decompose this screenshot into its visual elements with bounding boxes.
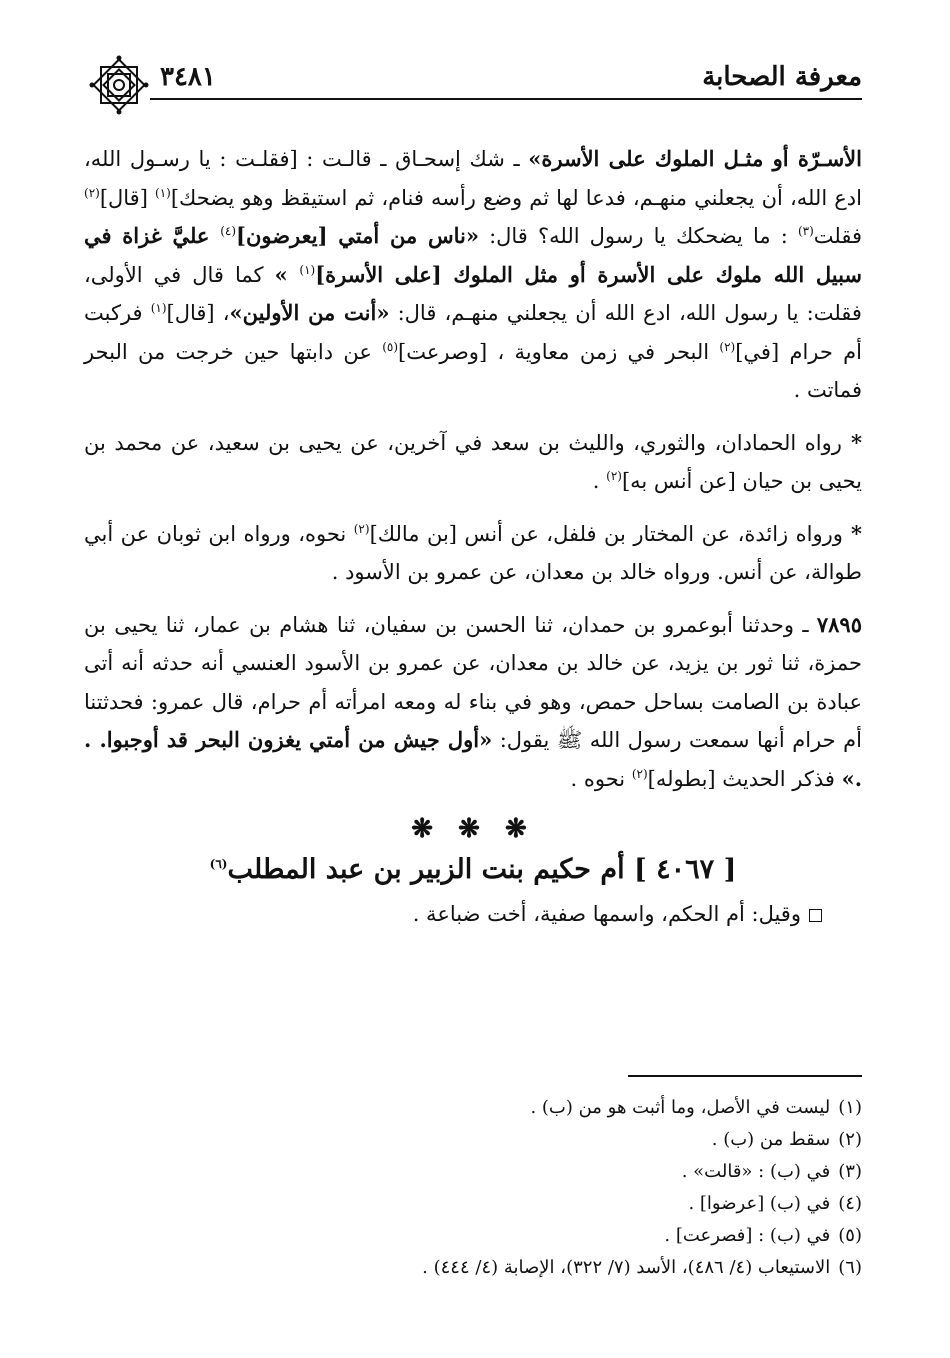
footnote-number: (٥) bbox=[838, 1225, 862, 1246]
hadith-text: «أنت من الأولين» bbox=[229, 300, 390, 325]
entry-subtitle-text: وقيل: أم الحكم، واسمها صفية، أخت ضباعة . bbox=[412, 902, 801, 926]
text-segment: نحوه . bbox=[570, 766, 632, 791]
section-separator: ❋ ❋ ❋ bbox=[411, 814, 535, 844]
footnote-text: الاستيعاب (٤/ ٤٨٦)، الأسد (٧/ ٣٢٢)، الإصابة (٤/ ٤٤٤) . bbox=[422, 1257, 831, 1278]
footnote-ref: (٥) bbox=[382, 339, 399, 354]
text-segment: . bbox=[592, 469, 607, 493]
hadith-text: » bbox=[274, 261, 300, 287]
entry-heading-text: [ ٤٠٦٧ ] أم حكيم بنت الزبير بن عبد المطلب bbox=[227, 854, 737, 885]
hadith-text: عليَّ غزاة في سبيل الله ملوك على الأسرة أو مثل الملوك [على الأسرة] bbox=[84, 223, 863, 287]
footnote-item bbox=[84, 1188, 862, 1220]
footnote-ref: (٢) bbox=[631, 766, 648, 781]
text-segment: نحوه، ورواه ابن ثوبان عن أبي طوالة، عن أنس. ورواه خالد بن معدان، عن عمرو بن الأسود . bbox=[84, 521, 862, 584]
entry-heading bbox=[84, 854, 862, 885]
footnote-ref: (٣) bbox=[797, 224, 814, 238]
text-segment: فقلت bbox=[813, 224, 862, 248]
text-segment: كما قال في الأولى، فقلت: يا رسول الله، ادع الله أن يجعلني منهـم، قال: bbox=[84, 262, 862, 325]
paragraph-star-marker: * bbox=[841, 429, 863, 455]
footnote-number: (١) bbox=[838, 1097, 862, 1118]
footnote-ref: (٢) bbox=[353, 521, 370, 536]
entry-heading-footnote-ref: (٦) bbox=[209, 857, 228, 871]
main-text bbox=[84, 140, 862, 933]
hadith-text: ٧٨٩٥ bbox=[816, 611, 862, 637]
text-segment: البحر في زمن معاوية ، [وصرعت] bbox=[398, 339, 720, 364]
square-bullet-icon bbox=[809, 909, 822, 922]
footnote-item bbox=[84, 1220, 862, 1252]
text-segment: : ما يضحكك يا رسول الله؟ قال: bbox=[478, 224, 798, 248]
text-segment: ، [قال] bbox=[166, 301, 230, 325]
footnote-ref: (٢) bbox=[606, 469, 622, 483]
footnote-number: (٣) bbox=[838, 1161, 862, 1182]
footnotes bbox=[84, 1092, 862, 1284]
footnote-item bbox=[84, 1124, 862, 1156]
footnote-ref: (٢) bbox=[84, 185, 100, 200]
entry-subtitle bbox=[84, 895, 862, 933]
page-header bbox=[88, 56, 862, 106]
paragraphs bbox=[84, 140, 862, 798]
footnote-text: ليست في الأصل، وما أثبت هو من (ب) . bbox=[530, 1097, 831, 1118]
paragraph bbox=[84, 424, 862, 501]
header-rule bbox=[150, 98, 862, 100]
footnote-ref: (١) bbox=[299, 262, 316, 277]
footnote-text: سقط من (ب) . bbox=[711, 1129, 831, 1150]
footnote-text: في (ب) : «قالت» . bbox=[681, 1161, 831, 1182]
footnote-item bbox=[84, 1252, 862, 1284]
text-segment: ورواه زائدة، عن المختار بن فلفل، عن أنس [بن مالك] bbox=[369, 521, 843, 546]
page-number: ٣٤٨١ bbox=[160, 62, 216, 92]
footnote-item bbox=[84, 1092, 862, 1124]
footnote-number: (٤) bbox=[838, 1193, 862, 1214]
octagonal-star-ornament-icon bbox=[88, 54, 150, 116]
footnote-ref: (١) bbox=[155, 185, 171, 200]
footnote-ref: (٤) bbox=[220, 224, 237, 238]
text-segment: فذكر الحديث [بطوله] bbox=[647, 766, 842, 791]
footnote-text: في (ب) : [فصرعت] . bbox=[664, 1225, 831, 1246]
text-segment: عن دابتها حين خرجت من البحر فماتت . bbox=[84, 339, 862, 402]
footnote-ref: (١) bbox=[150, 301, 167, 315]
paragraph bbox=[84, 606, 862, 799]
running-title: معرفة الصحابة bbox=[702, 62, 862, 92]
footnote-number: (٦) bbox=[838, 1257, 862, 1278]
paragraph-star-marker: * bbox=[842, 520, 862, 546]
hadith-text: «ناس من أمتي [يعرضون] bbox=[236, 223, 479, 248]
footnote-number: (٢) bbox=[838, 1129, 862, 1150]
footnote-item bbox=[84, 1156, 862, 1188]
paragraph bbox=[84, 140, 862, 410]
paragraph bbox=[84, 515, 862, 592]
text-segment: [قال] bbox=[99, 185, 156, 210]
hadith-text: «أول جيش من أمتي يغزون البحر قد أوجبوا. . .» bbox=[84, 727, 862, 791]
text-segment: ـ وحدثنا أبوعمرو بن حمدان، ثنا الحسن بن سفيان، ثنا هشام بن عمار، ثنا يحيى بن حمزة، ثنا ثور بن يزيد، عن خالد بن معدان، عن عمرو بن الأسود العنسي أنه حدثه أنه أتى عبادة بن الصامت بساحل حمص، وهو في بناء له ومعه امرأته أم حرام، قال عمرو: فحدثتنا أم حرام أنها سمعت رسول الله ﷺ يقول: bbox=[84, 612, 862, 752]
text-segment: رواه الحمادان، والثوري، والليث بن سعد في آخرين، عن يحيى بن سعيد، عن محمد بن يحيى بن حيان [عن أنس به] bbox=[84, 430, 862, 493]
text-segment: فركبت أم حرام [في] bbox=[84, 301, 863, 364]
footnote-rule bbox=[628, 1075, 862, 1077]
hadith-text: الأسـرّة أو مثـل الملوك على الأسرة» bbox=[528, 146, 862, 171]
footnote-ref: (٢) bbox=[719, 339, 736, 354]
text-segment: ـ شك إسحـاق ـ قالـت : [فقلـت : يا رسـول الله، ادع الله، أن يجعلني منهـم، فدعا لها ثم وضع رأسه فنام، ثم استيقظ وهو يضحك] bbox=[84, 147, 862, 210]
footnote-text: في (ب) [عرضوا] . bbox=[688, 1193, 831, 1214]
